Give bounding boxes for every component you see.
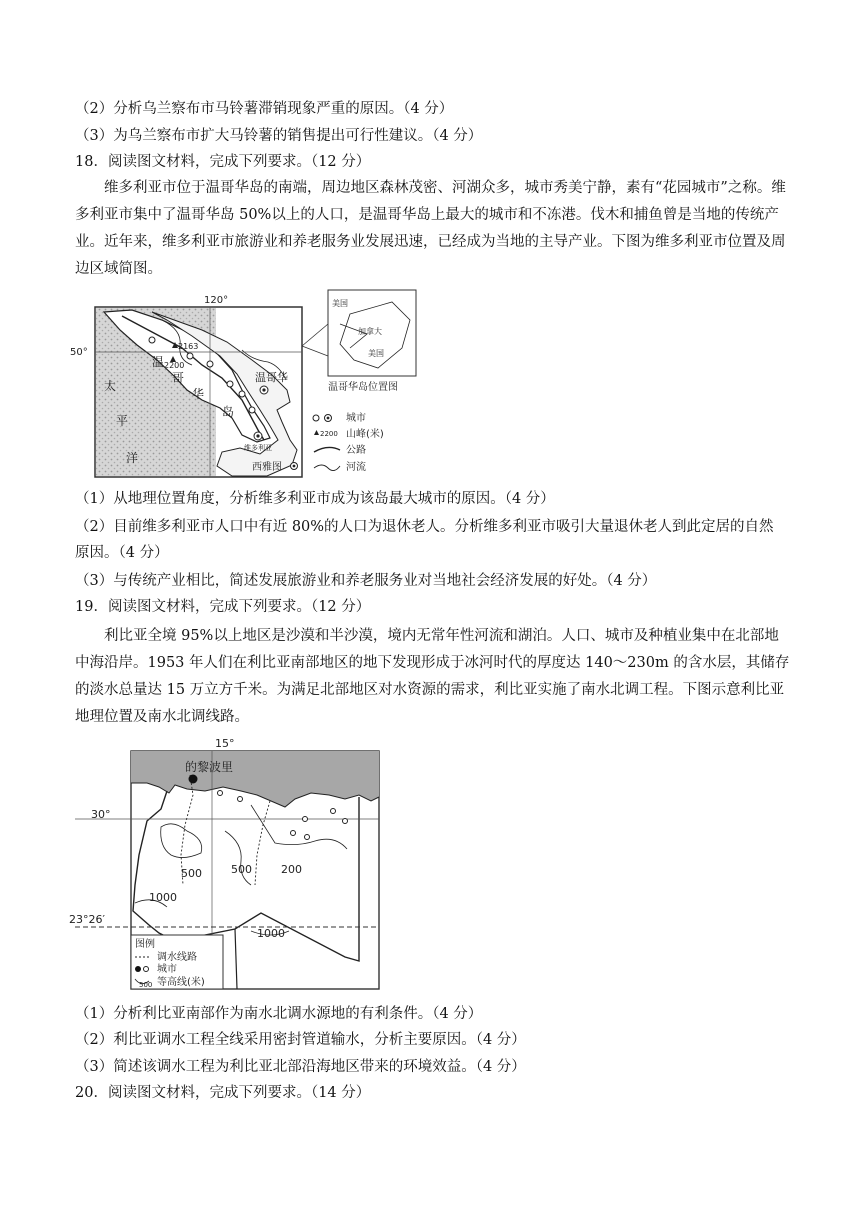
- city-icon: [343, 819, 348, 824]
- legend-contour-value: 500: [139, 981, 153, 989]
- lon-label: 15°: [215, 737, 235, 750]
- q19-part3: （3）简述该调水工程为利比亚北部沿海地区带来的环境效益。（4 分）: [75, 1059, 526, 1075]
- island-label: 温: [152, 355, 165, 369]
- inset-usa-top: 美国: [332, 299, 348, 308]
- peak-label: 2163: [178, 342, 199, 351]
- city-icon: [149, 337, 155, 343]
- island-label: 哥: [172, 371, 185, 385]
- tropic-label: 23°26′: [69, 913, 105, 926]
- city-icon: [187, 353, 193, 359]
- ocean-label: 平: [116, 414, 129, 428]
- tripoli-city-icon: [189, 775, 198, 784]
- ocean-label: 太: [104, 379, 117, 393]
- q20-heading: 20．阅读图文材料，完成下列要求。（14 分）: [75, 1085, 371, 1101]
- inset-canada: 加拿大: [358, 327, 382, 336]
- legend-peak-icon: [314, 430, 319, 435]
- legend-city-icon: [135, 966, 141, 972]
- contour-label: 200: [281, 863, 302, 876]
- island-label: 岛: [222, 405, 235, 419]
- legend-peak: 山峰(米): [346, 429, 384, 440]
- q18-heading: 18．阅读图文材料，完成下列要求。（12 分）: [75, 154, 371, 170]
- city-icon: [239, 391, 245, 397]
- q18-part3: （3）与传统产业相比，简述发展旅游业和养老服务业对当地社会经济发展的好处。（4 分）: [75, 573, 657, 589]
- libya-map: [69, 735, 395, 997]
- contour-label: 1000: [149, 891, 177, 904]
- legend-road-icon: [314, 447, 340, 452]
- legend-river: 河流: [346, 462, 366, 473]
- legend-peak-value: 2200: [320, 430, 338, 438]
- city-icon: [305, 835, 310, 840]
- legend-route: 调水线路: [157, 952, 197, 963]
- q19-part1: （1）分析利比亚南部作为南水北调水源地的有利条件。（4 分）: [75, 1006, 483, 1022]
- q17-part2: （2）分析乌兰察布市马铃薯滞销现象严重的原因。（4 分）: [75, 101, 454, 117]
- city-icon: [249, 407, 255, 413]
- q18-part1: （1）从地理位置角度，分析维多利亚市成为该岛最大城市的原因。（4 分）: [75, 491, 555, 507]
- victoria-map: [70, 290, 422, 482]
- contour-label: 500: [181, 867, 202, 880]
- q18-part2-line2: 原因。（4 分）: [75, 545, 169, 561]
- island-label: 华: [192, 387, 205, 401]
- tripoli-label: 的黎波里: [185, 760, 234, 774]
- lon-label: 120°: [204, 295, 229, 306]
- inset-usa-bottom: 美国: [368, 349, 384, 358]
- legend-contour: 等高线(米): [157, 977, 205, 988]
- city-icon: [207, 361, 213, 367]
- q18-material: 维多利亚市位于温哥华岛的南端，周边地区森林茂密、河湖众多，城市秀美宁静，素有“花园城市”之称。维多利亚市集中了温哥华岛 50%以上的人口，是温哥华岛上最大的城市和不冻港。伐木和捕鱼曾是当地的传统产业。近年来，维多利亚市旅游业和养老服务业发展迅速，已经成为当地的主导产业。下图为维多利亚市位置及周边区域简图。: [75, 180, 786, 277]
- seattle-label: 西雅图: [252, 462, 282, 473]
- legend-city-icon: [313, 415, 319, 421]
- q19-heading: 19．阅读图文材料，完成下列要求。（12 分）: [75, 599, 371, 615]
- victoria-label: 维多利亚: [244, 444, 272, 452]
- city-icon: [218, 791, 223, 796]
- legend-city: 城市: [157, 964, 177, 975]
- inset-title: 温哥华岛位置图: [328, 382, 398, 393]
- q19-material: 利比亚全境 95%以上地区是沙漠和半沙漠，境内无常年性河流和湖泊。人口、城市及种植业集中在北部地中海沿岸。1953 年人们在利比亚南部地区的地下发现形成于冰河时代的厚度达 140～230m 的含水层，其储存的淡水总量达 15 万立方千米。为满足北部地区对水资源的需求，利比亚实施了南水北调工程。下图示意利比亚地理位置及南水北调线路。: [75, 628, 790, 725]
- lat-label: 50°: [70, 347, 88, 358]
- legend-river-icon: [314, 465, 340, 471]
- q18-part2-line1: （2）目前维多利亚市人口中有近 80%的人口为退休老人。分析维多利亚市吸引大量退休老人到此定居的自然: [75, 519, 774, 535]
- vancouver-label: 温哥华: [255, 371, 288, 384]
- ocean-label: 洋: [126, 451, 139, 465]
- q17-part3: （3）为乌兰察布市扩大马铃薯的销售提出可行性建议。（4 分）: [75, 128, 483, 144]
- city-icon: [227, 381, 233, 387]
- lat-label: 30°: [91, 808, 111, 821]
- legend-road: 公路: [346, 445, 366, 456]
- city-icon: [238, 797, 243, 802]
- city-icon: [291, 831, 296, 836]
- contour-label: 500: [231, 863, 252, 876]
- legend-city: 城市: [346, 413, 366, 424]
- city-icon: [303, 817, 308, 822]
- q19-part2: （2）利比亚调水工程全线采用密封管道输水，分析主要原因。（4 分）: [75, 1032, 526, 1048]
- contour-label: 1000: [257, 927, 285, 940]
- legend-title: 图例: [135, 939, 155, 950]
- peak-label: 2200: [164, 361, 185, 370]
- city-icon: [331, 809, 336, 814]
